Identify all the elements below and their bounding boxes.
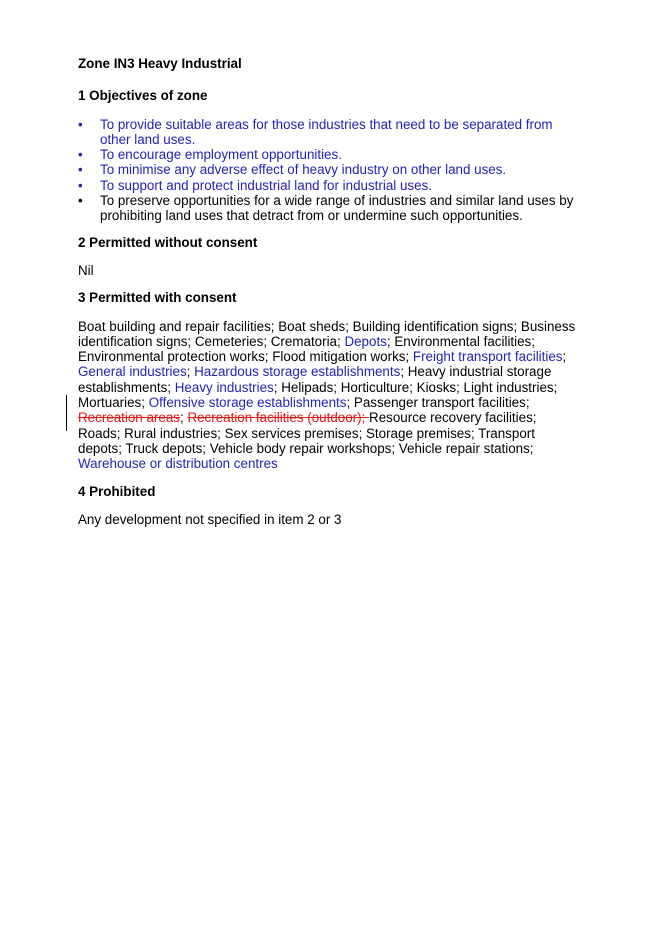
objectives-list bbox=[78, 117, 578, 224]
objective-text: To encourage employment opportunities. bbox=[100, 147, 342, 163]
bullet-icon: • bbox=[78, 147, 83, 163]
permitted-with-text bbox=[78, 319, 578, 472]
permitted-with-heading: 3 Permitted with consent bbox=[78, 290, 237, 306]
objective-text: To support and protect industrial land for industrial uses. bbox=[100, 177, 432, 193]
consent-segment: Boat building and repair facilities; Boat sheds; Building identification signs; Business identification signs; Cemeteries; Crematoria; bbox=[78, 318, 576, 349]
bullet-icon: • bbox=[78, 116, 83, 132]
consent-segment: ; bbox=[186, 364, 195, 380]
objective-text: To preserve opportunities for a wide range of industries and similar land uses by prohibiting land uses that detract from or undermine such opportunities. bbox=[100, 193, 574, 224]
permitted-without-text: Nil bbox=[78, 262, 94, 278]
consent-segment-deleted: Recreation facilities (outdoor); bbox=[187, 410, 370, 426]
bullet-icon: • bbox=[78, 177, 83, 193]
consent-segment: ; Helipads; Horticulture; Kiosks; Light industries; Mortuaries; bbox=[78, 379, 558, 411]
consent-segment: ; bbox=[179, 410, 188, 426]
consent-segment: Resource recovery facilities; Roads; Rural industries; Sex services premises; Storage premises; Transport depots; Truck depots; Vehicle body repair workshops; Vehicle repair stations; bbox=[78, 410, 537, 456]
prohibited-heading: 4 Prohibited bbox=[78, 483, 156, 499]
consent-segment-inserted: Hazardous storage establishments bbox=[194, 364, 401, 380]
document-page bbox=[78, 56, 578, 539]
consent-segment-inserted: Freight transport facilities bbox=[412, 349, 563, 365]
list-item bbox=[78, 147, 578, 162]
consent-segment-inserted: Warehouse or distribution centres bbox=[78, 456, 278, 472]
bullet-icon: • bbox=[78, 193, 83, 209]
consent-segment: ; bbox=[562, 349, 567, 365]
objective-text: To provide suitable areas for those industries that need to be separated from other land uses. bbox=[100, 116, 553, 147]
consent-segment-inserted: Depots bbox=[344, 333, 387, 349]
bullet-icon: • bbox=[78, 162, 83, 178]
consent-segment-inserted: General industries bbox=[78, 364, 187, 380]
consent-segment-inserted: Heavy industries bbox=[174, 379, 274, 395]
consent-segment: ; Environmental facilities; Environmental protection works; Flood mitigation works; bbox=[78, 333, 535, 365]
list-item bbox=[78, 117, 578, 148]
permitted-without-heading: 2 Permitted without consent bbox=[78, 234, 258, 250]
objectives-heading: 1 Objectives of zone bbox=[78, 88, 208, 104]
revision-change-bar bbox=[66, 395, 67, 431]
list-item bbox=[78, 178, 578, 193]
consent-segment-deleted: Recreation areas bbox=[78, 410, 180, 426]
objective-text: To minimise any adverse effect of heavy industry on other land uses. bbox=[100, 162, 507, 178]
consent-segment: ; Passenger transport facilities; bbox=[346, 395, 530, 411]
list-item bbox=[78, 162, 578, 177]
prohibited-text: Any development not specified in item 2 or 3 bbox=[78, 511, 342, 527]
permitted-with-block bbox=[78, 319, 578, 472]
consent-segment-inserted: Offensive storage establishments bbox=[148, 395, 347, 411]
consent-segment: ; Heavy industrial storage establishments; bbox=[78, 364, 552, 395]
list-item bbox=[78, 193, 578, 224]
zone-title: Zone IN3 Heavy Industrial bbox=[78, 56, 242, 71]
